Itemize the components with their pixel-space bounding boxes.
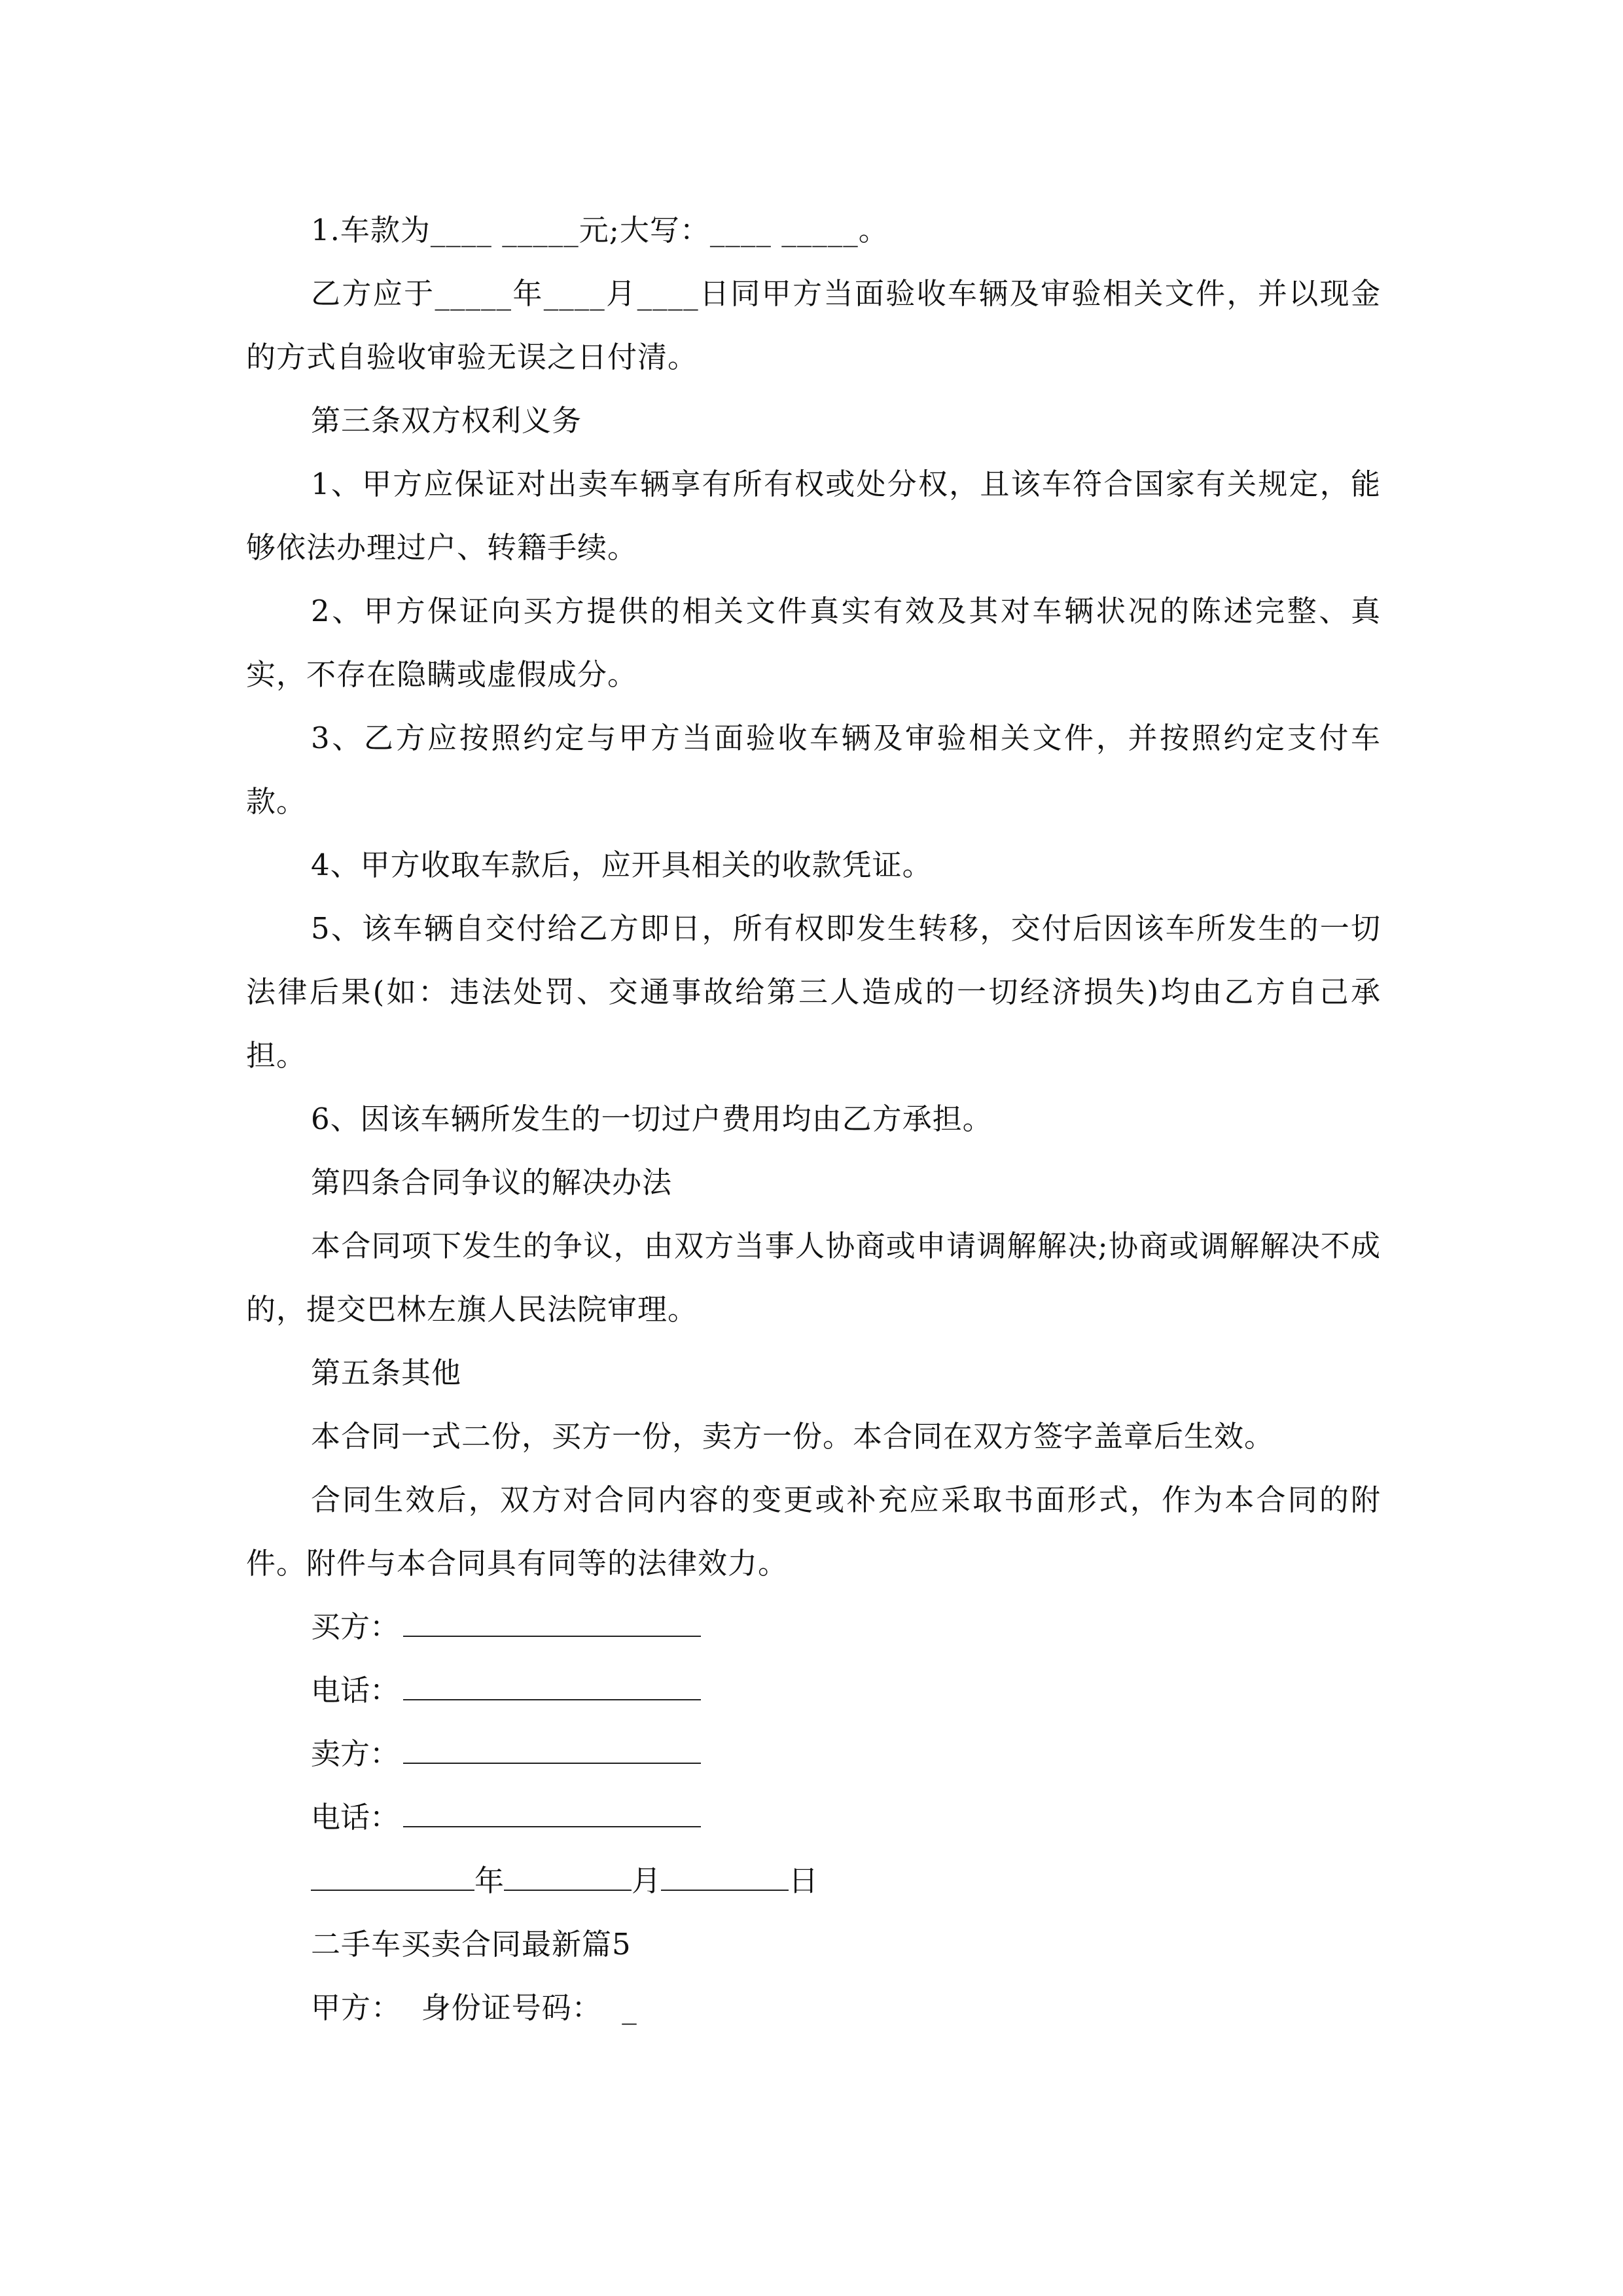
buyer-phone-line (403, 1673, 701, 1700)
article-5-copies: 本合同一式二份，买方一份，卖方一份。本合同在双方签字盖章后生效。 (311, 1419, 1275, 1454)
article-3-item-4: 4、甲方收取车款后，应开具相关的收款凭证。 (311, 848, 933, 882)
article-5-amendments: 合同生效后，双方对合同内容的变更或补充应采取书面形式，作为本合同的附件。附件与本合同具有同等的法律效力。 (246, 1482, 1381, 1581)
article-3-item-2: 2、甲方保证向买方提供的相关文件真实有效及其对车辆状况的陈述完整、真实，不存在隐瞒或虚假成分。 (246, 594, 1381, 692)
article-3-item-5: 5、该车辆自交付给乙方即日，所有权即发生转移，交付后因该车所发生的一切法律后果(如：违法处罚、交通事故给第三人造成的一切经济损失)均由乙方自己承担。 (246, 911, 1381, 1073)
month-label: 月 (632, 1863, 662, 1898)
article-4-heading: 第四条合同争议的解决办法 (311, 1165, 673, 1200)
signing-date-row (246, 1849, 1381, 1912)
seller-signature-line (403, 1736, 701, 1764)
article-4-body: 本合同项下发生的争议，由双方当事人协商或申请调解解决;协商或调解解决不成的，提交巴林左旗人民法院审理。 (246, 1229, 1381, 1327)
article-3-item-3: 3、乙方应按照约定与甲方当面验收车辆及审验相关文件，并按照约定支付车款。 (246, 721, 1381, 819)
seller-label: 卖方： (311, 1736, 400, 1771)
article-3-item-1: 1、甲方应保证对出卖车辆享有所有权或处分权，且该车符合国家有关规定，能够依法办理过户、转籍手续。 (246, 467, 1381, 565)
payment-amount-clause: 1.车款为____ _____元;大写：____ _____。 (311, 213, 889, 247)
year-label: 年 (474, 1863, 505, 1898)
day-label: 日 (789, 1863, 819, 1898)
payment-date-clause: 乙方应于_____年____月____日同甲方当面验收车辆及审验相关文件，并以现金的方式自验收审验无误之日付清。 (246, 276, 1381, 374)
seller-signature-row (246, 1722, 1381, 1785)
article-5-heading: 第五条其他 (311, 1355, 462, 1390)
buyer-signature-row (246, 1595, 1381, 1659)
buyer-phone-label: 电话： (311, 1673, 400, 1708)
party-a-id-line: 甲方： 身份证号码： _ (311, 1990, 637, 2025)
day-blank (661, 1863, 789, 1891)
seller-phone-row (246, 1785, 1381, 1849)
seller-phone-line (403, 1800, 701, 1827)
buyer-phone-row (246, 1659, 1381, 1722)
month-blank (504, 1863, 632, 1891)
seller-phone-label: 电话： (311, 1800, 400, 1835)
buyer-signature-line (403, 1609, 701, 1637)
next-section-title: 二手车买卖合同最新篇5 (311, 1927, 632, 1962)
buyer-label: 买方： (311, 1609, 400, 1644)
year-blank (311, 1863, 474, 1891)
article-3-item-6: 6、因该车辆所发生的一切过户费用均由乙方承担。 (311, 1102, 993, 1136)
article-3-heading: 第三条双方权利义务 (311, 403, 582, 438)
document-body (246, 198, 1381, 2039)
